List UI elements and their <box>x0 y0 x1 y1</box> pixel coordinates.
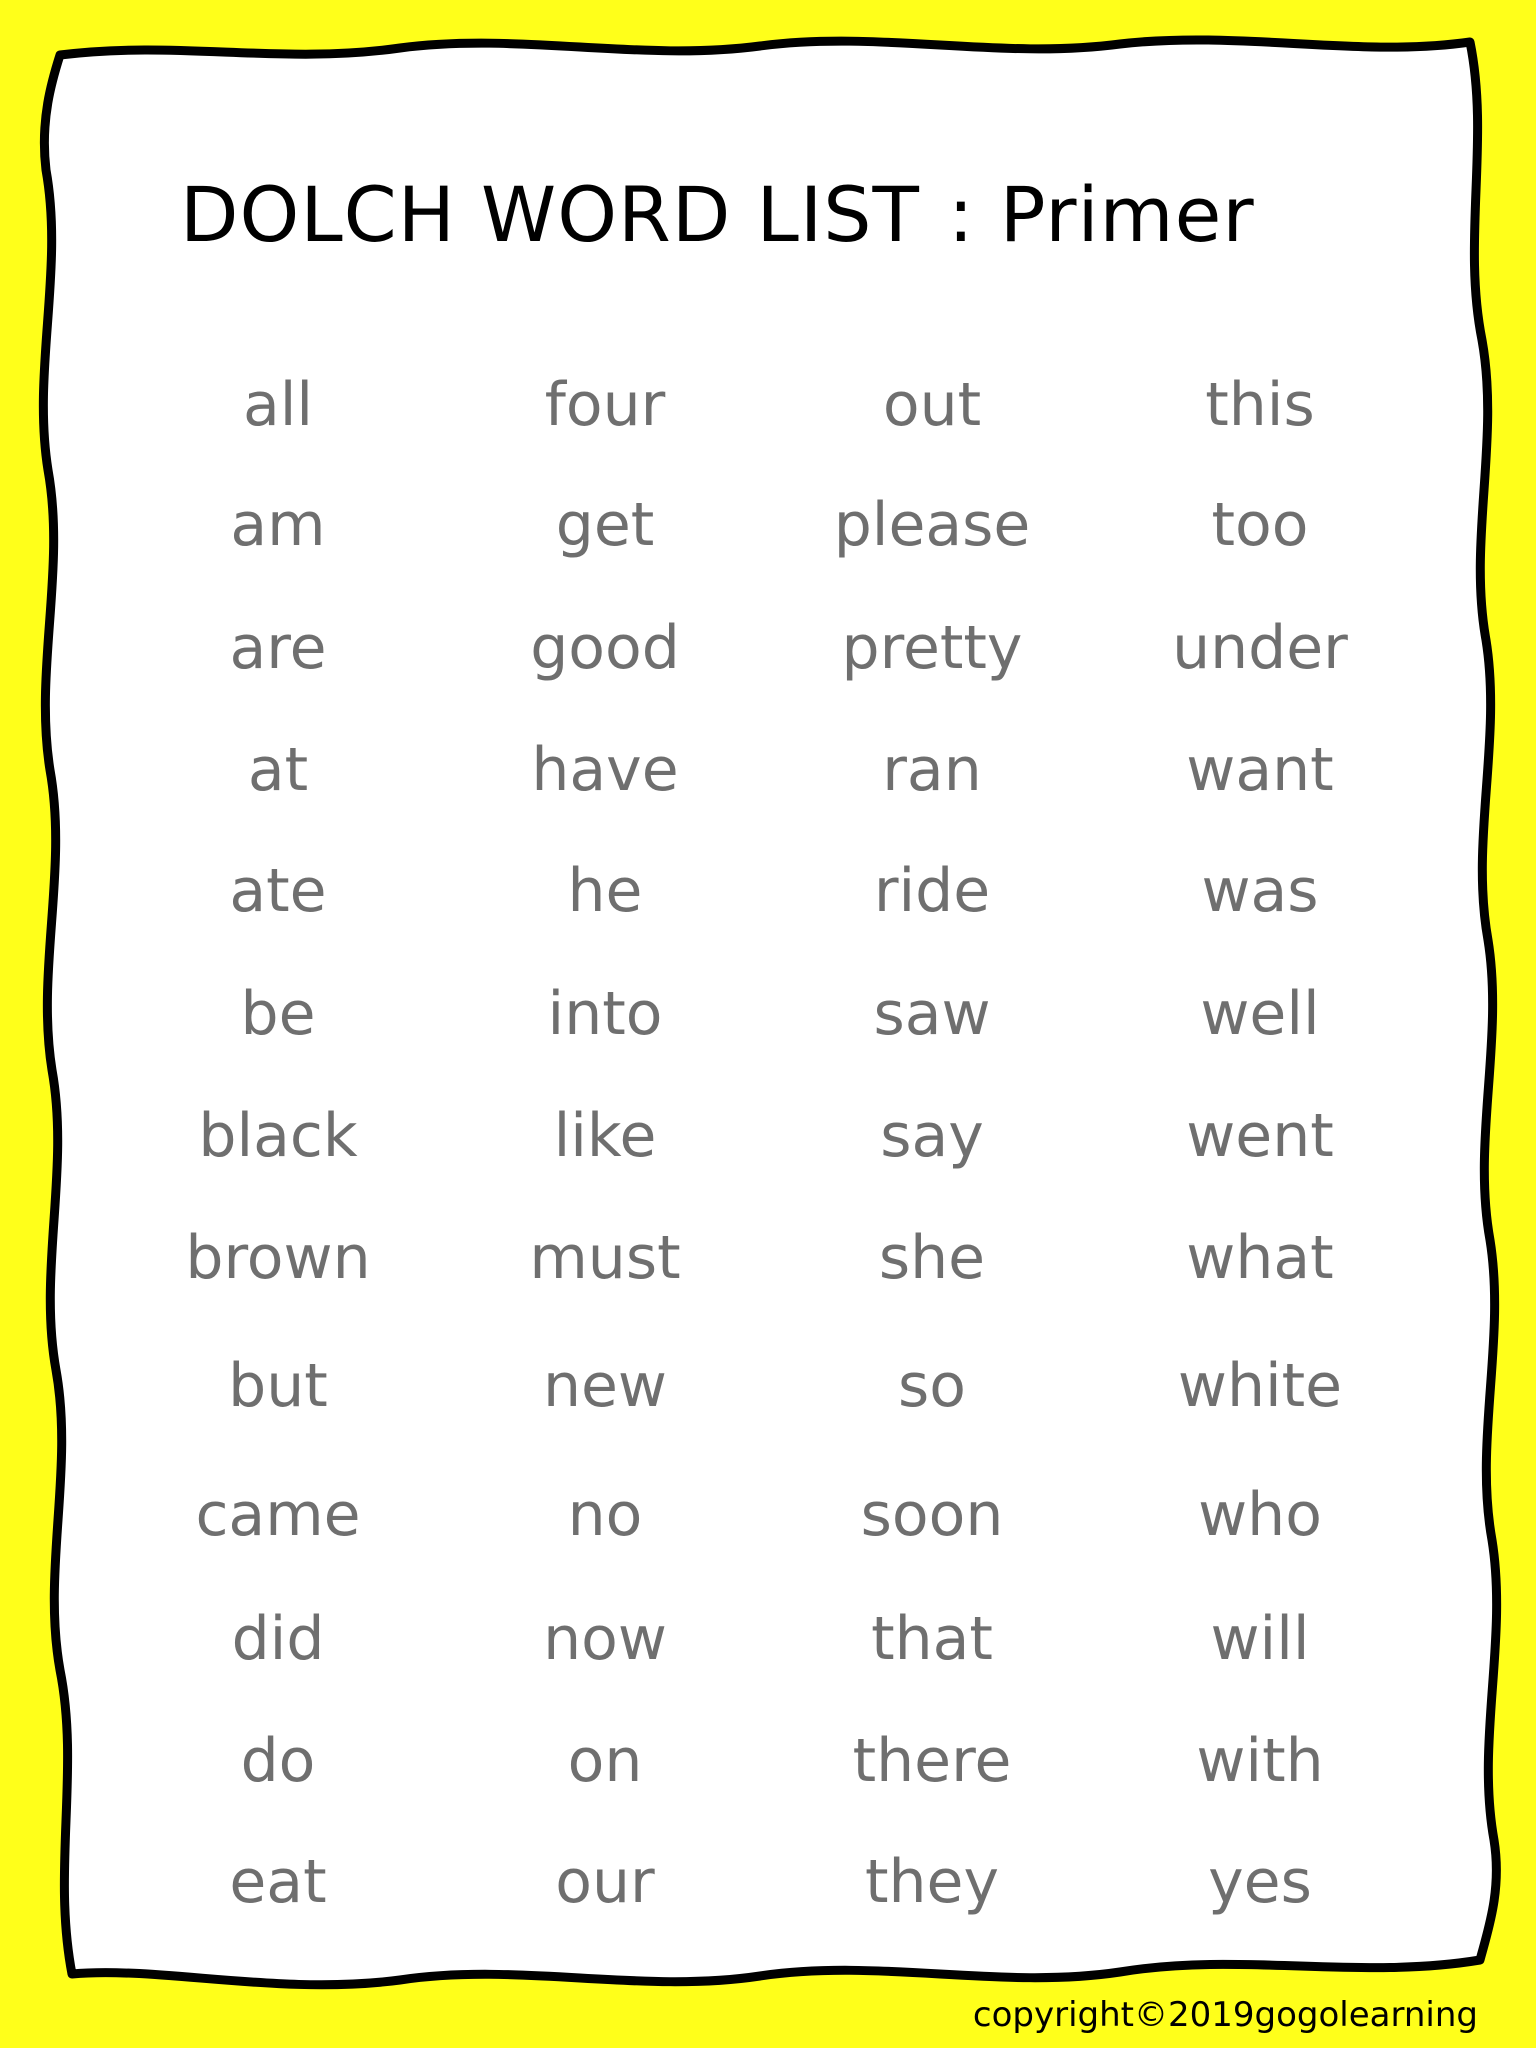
word-item: out <box>882 370 982 440</box>
title-text: DOLCH WORD LIST <box>180 170 920 259</box>
word-item: on <box>567 1726 643 1796</box>
word-grid <box>150 355 1410 1917</box>
word-item: want <box>1186 735 1334 805</box>
word-item: ate <box>229 856 327 926</box>
word-item: but <box>228 1351 328 1421</box>
word-item: who <box>1198 1480 1322 1550</box>
word-item: went <box>1186 1101 1334 1171</box>
word-item: black <box>198 1101 358 1171</box>
word-item: under <box>1172 613 1348 683</box>
word-item: four <box>544 370 666 440</box>
word-item: now <box>543 1604 667 1674</box>
word-item: well <box>1200 979 1320 1049</box>
word-item: like <box>553 1101 657 1171</box>
subtitle-text: : Primer <box>947 170 1255 259</box>
copyright-text: copyright©2019gogolearning <box>972 1995 1478 2035</box>
word-item: ride <box>873 856 991 926</box>
word-item: no <box>567 1480 643 1550</box>
word-item: into <box>547 979 663 1049</box>
word-item: with <box>1196 1726 1324 1796</box>
word-item: good <box>530 613 680 683</box>
word-item: brown <box>185 1223 371 1293</box>
word-item: ran <box>882 735 982 805</box>
word-item: they <box>865 1847 999 1917</box>
word-item: he <box>567 856 643 926</box>
word-item: soon <box>860 1480 1004 1550</box>
word-item: came <box>195 1480 361 1550</box>
word-item: eat <box>229 1847 327 1917</box>
word-item: get <box>555 490 655 560</box>
word-item: white <box>1177 1351 1343 1421</box>
page-title <box>180 160 1380 270</box>
word-item: are <box>229 613 327 683</box>
word-item: at <box>247 735 309 805</box>
word-item: am <box>230 490 326 560</box>
word-item: what <box>1186 1223 1334 1293</box>
word-item: pretty <box>841 613 1023 683</box>
word-item: there <box>852 1726 1012 1796</box>
word-item: did <box>231 1604 325 1674</box>
word-item: please <box>833 490 1031 560</box>
word-item: this <box>1205 370 1315 440</box>
word-item: have <box>531 735 679 805</box>
word-item: say <box>880 1101 984 1171</box>
word-item: will <box>1210 1604 1310 1674</box>
word-item: was <box>1201 856 1319 926</box>
word-item: yes <box>1208 1847 1312 1917</box>
word-item: must <box>529 1223 681 1293</box>
word-item: too <box>1211 490 1309 560</box>
word-item: do <box>240 1726 316 1796</box>
word-item: our <box>555 1847 655 1917</box>
word-item: all <box>242 370 314 440</box>
word-item: be <box>240 979 316 1049</box>
word-item: saw <box>873 979 991 1049</box>
word-item: she <box>878 1223 986 1293</box>
word-item: new <box>542 1351 667 1421</box>
word-item: that <box>871 1604 993 1674</box>
word-item: so <box>898 1351 966 1421</box>
